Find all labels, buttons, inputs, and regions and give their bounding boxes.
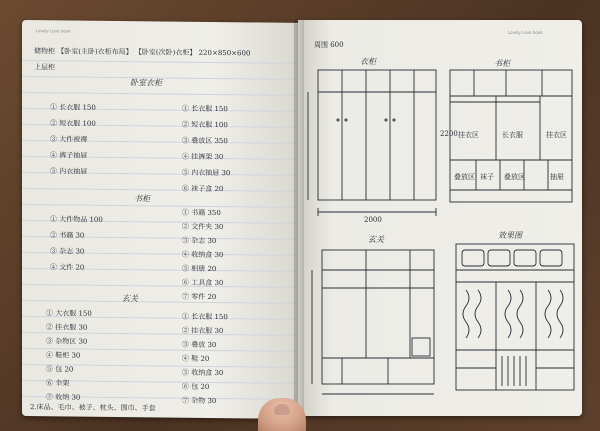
list-item: ① 长衣服 150 (182, 104, 228, 114)
list-item: ⑥ 包 20 (182, 382, 210, 391)
list-item: ④ 文件 20 (50, 263, 85, 272)
list-item: ③ 大件被褥 (50, 135, 88, 144)
section-3-title: 玄关 (122, 294, 138, 304)
sketch-2-title: 书柜 (494, 59, 510, 68)
sketch-1-title: 衣柜 (360, 57, 376, 66)
list-item: ⑦ 收纳 30 (46, 393, 81, 402)
list-item: ④ 裤子抽屉 (50, 151, 88, 160)
notebook-gutter (294, 20, 304, 416)
sketch-2-drawer: 叠放区 (504, 173, 525, 181)
thumbnail (274, 404, 290, 415)
sketch-2-drawer: 叠放区 (454, 173, 475, 181)
list-item: ⑦ 零件 20 (182, 292, 217, 302)
sketch-4-title: 效果图 (498, 231, 522, 240)
list-item: ④ 鞋柜 30 (46, 351, 81, 360)
left-footer-line: 2.床品、毛巾、被子、枕头、围巾、手套 (30, 403, 156, 413)
list-item: ⑤ 内衣抽屉 (50, 167, 88, 176)
list-item: ③ 杂志 30 (182, 236, 217, 246)
list-item: ⑤ 收纳盒 30 (182, 368, 224, 378)
page-header-right: Lovely Love book (508, 30, 543, 35)
list-item: ② 短衣服 100 (182, 120, 228, 130)
list-item: ① 书籍 350 (182, 208, 221, 218)
section-1-title: 卧室衣柜 (130, 78, 162, 88)
list-item: ④ 鞋 20 (182, 354, 210, 363)
list-item: ② 短衣服 100 (50, 119, 96, 128)
list-item: ② 挂衣服 30 (182, 326, 224, 336)
list-item: ⑦ 杂物 30 (182, 396, 217, 406)
list-item: ① 大衣服 150 (46, 309, 92, 318)
sketch-2-cell: 长衣服 (502, 131, 523, 139)
list-item: ① 长衣服 150 (182, 312, 228, 322)
list-item: ② 书籍 30 (50, 231, 85, 240)
list-item: ③ 叠放 30 (182, 340, 217, 350)
left-page (22, 20, 298, 419)
corner-note: 周围 600 (314, 41, 344, 49)
list-item: ③ 杂物区 30 (46, 337, 88, 346)
sketch-2-cell: 挂衣区 (546, 131, 567, 139)
page-header-left: Lovely Love book (36, 28, 71, 34)
list-item: ② 文件夹 30 (182, 222, 224, 232)
list-item: ① 大件物品 100 (50, 215, 103, 224)
list-item: ③ 叠放区 350 (182, 136, 228, 146)
cabinet-sketches (298, 20, 582, 416)
list-item: ② 挂衣服 30 (46, 323, 88, 332)
entry-cabinet-sketch (312, 250, 434, 394)
list-item: ⑤ 包 20 (46, 365, 74, 374)
list-item: ① 长衣服 150 (50, 103, 96, 112)
list-item: ④ 收纳盒 30 (182, 250, 224, 260)
list-item: ⑤ 内衣抽屉 30 (182, 168, 231, 178)
list-item: ⑤ 相册 20 (182, 264, 217, 274)
wardrobe-sketch (308, 70, 436, 216)
sketch-2-drawer: 抽屉 (550, 173, 564, 181)
list-item: ⑥ 袜子盒 20 (182, 184, 224, 194)
list-item: ④ 挂裤架 30 (182, 152, 224, 162)
left-title-line: 储物柜 【卧室(主卧)衣柜布局】 【卧室(次卧)衣柜】 220×850×600 (34, 47, 251, 58)
sketch-2-drawer: 袜子 (480, 173, 494, 181)
sketch-1-height: 2200 (440, 130, 458, 138)
thumb (258, 398, 306, 431)
right-page (298, 20, 582, 416)
section-2-title: 书柜 (134, 194, 150, 204)
sketch-1-width: 2000 (364, 216, 382, 224)
sketch-2-cell: 挂衣区 (458, 131, 479, 139)
sketch-3-title: 玄关 (368, 235, 384, 244)
list-item: ⑥ 工具盒 30 (182, 278, 224, 288)
list-item: ③ 杂志 30 (50, 247, 85, 256)
effect-sketch (456, 244, 574, 390)
list-item: ⑥ 伞架 (46, 379, 70, 388)
left-subtitle-line: 上层柜 (34, 63, 55, 72)
notebook-spread (22, 20, 582, 422)
